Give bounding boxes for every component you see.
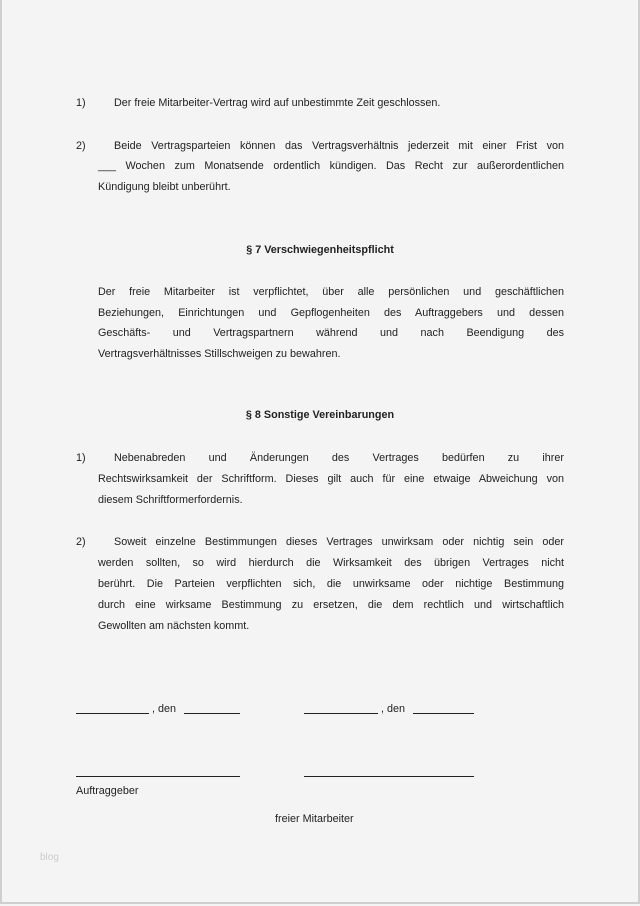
paragraph-line: Soweit einzelne Bestimmungen dieses Vertrages unwirksam oder nichtig sein oder: [114, 536, 564, 548]
paragraph-line: Beziehungen, Einrichtungen und Gepflogenheiten des Auftraggebers und dessen: [98, 307, 564, 319]
paragraph-line: werden sollten, so wird hierdurch die Wirksamkeit des übrigen Vertrages nicht: [98, 557, 564, 569]
item-number: 1): [76, 97, 86, 109]
signature-line-left: [76, 776, 240, 777]
signature-label-mitarbeiter: freier Mitarbeiter: [275, 813, 354, 825]
section-heading: § 8 Sonstige Vereinbarungen: [245, 409, 395, 421]
place-blank-left: [76, 713, 149, 714]
paragraph-line: Nebenabreden und Änderungen des Vertrages bedürfen zu ihrer: [114, 452, 564, 464]
paragraph-line: Beide Vertragsparteien können das Vertragsverhältnis jederzeit mit einer Frist von: [114, 140, 564, 152]
date-blank-left: [184, 713, 240, 714]
paragraph-line: diesem Schriftformerfordernis.: [98, 494, 243, 506]
paragraph-line: Geschäfts- und Vertragspartnern während und nach Beendigung des: [98, 327, 564, 339]
paragraph-line: Der freie Mitarbeiter ist verpflichtet, über alle persönlichen und geschäftlichen: [98, 286, 564, 298]
paragraph-line: ___ Wochen zum Monatsende ordentlich kündigen. Das Recht zur außerordentlichen: [98, 160, 564, 172]
item-number: 1): [76, 452, 86, 464]
item-number: 2): [76, 140, 86, 152]
signature-label-auftraggeber: Auftraggeber: [76, 785, 139, 797]
place-blank-right: [304, 713, 378, 714]
paragraph-line: Vertragsverhältnisses Stillschweigen zu bewahren.: [98, 348, 341, 360]
paragraph-line: Kündigung bleibt unberührt.: [98, 181, 231, 193]
paragraph-line: Gewollten am nächsten kommt.: [98, 620, 250, 632]
paragraph-line: Rechtswirksamkeit der Schriftform. Dieses gilt auch für eine etwaige Abweichung von: [98, 473, 564, 485]
item-number: 2): [76, 536, 86, 548]
paragraph-line: durch eine wirksame Bestimmung zu ersetzen, die dem rechtlich und wirtschaftlich: [98, 599, 564, 611]
paragraph-line: Der freie Mitarbeiter-Vertrag wird auf unbestimmte Zeit geschlossen.: [114, 97, 441, 109]
date-blank-right: [413, 713, 474, 714]
watermark: blog: [40, 852, 59, 863]
signature-line-right: [304, 776, 474, 777]
den-label-right: , den: [381, 703, 406, 715]
section-heading: § 7 Verschwiegenheitspflicht: [246, 244, 394, 256]
den-label-left: , den: [152, 703, 177, 715]
paragraph-line: berührt. Die Parteien verpflichten sich, die unwirksame oder nichtige Bestimmung: [98, 578, 564, 590]
